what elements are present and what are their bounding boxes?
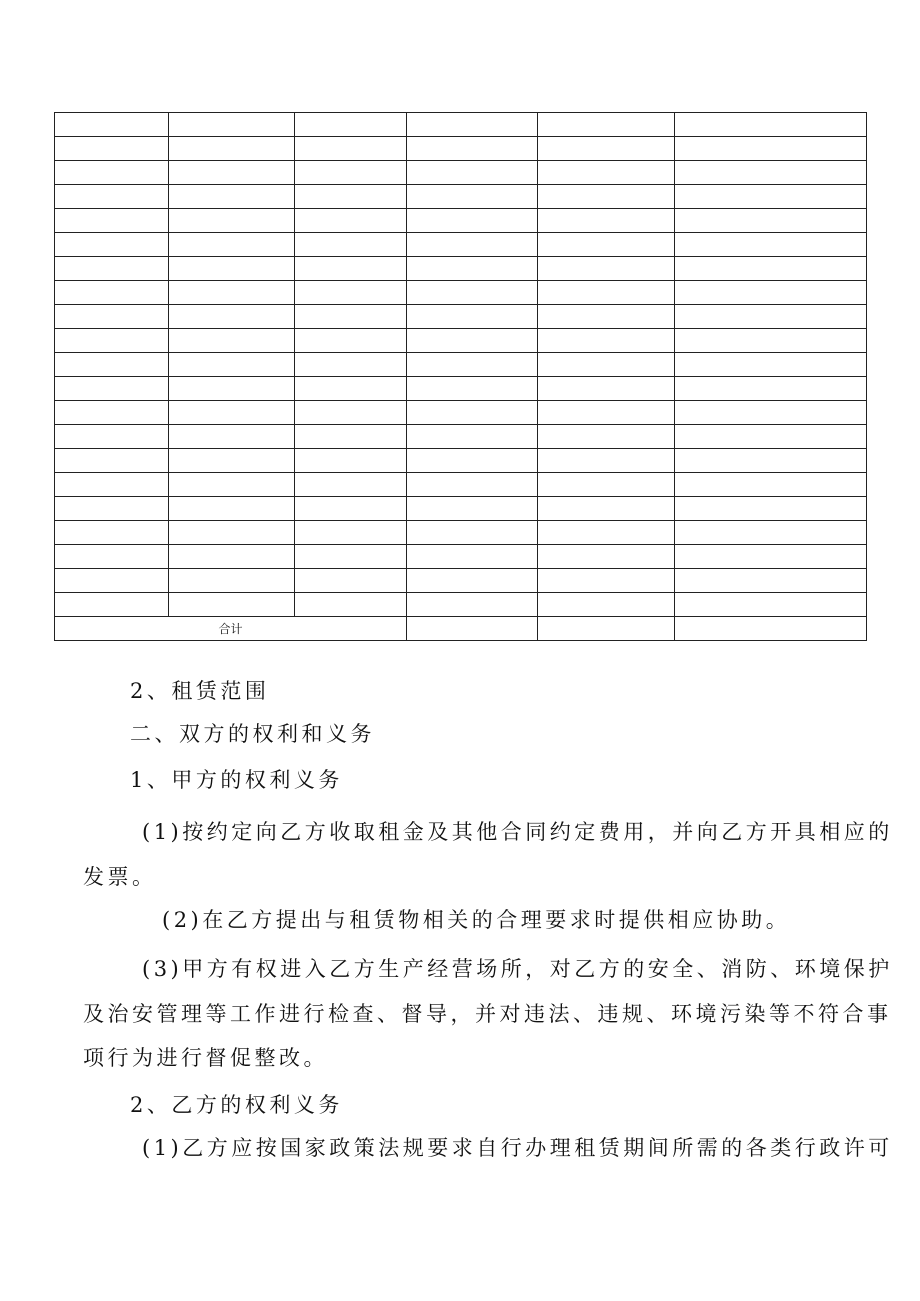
table-cell [169,593,295,617]
table-cell [295,545,407,569]
table-row [55,113,867,137]
table-cell [407,545,538,569]
table-cell [407,257,538,281]
table-cell [675,329,867,353]
table-cell [675,401,867,425]
table-cell [169,569,295,593]
table-cell [538,353,675,377]
table-row [55,569,867,593]
total-cell [407,617,538,641]
table-cell [55,401,169,425]
table-cell [169,497,295,521]
table-cell [538,545,675,569]
table-cell [675,233,867,257]
table-cell [55,329,169,353]
table-cell [295,113,407,137]
table-cell [675,113,867,137]
table-cell [407,281,538,305]
table-cell [538,329,675,353]
table-cell [55,233,169,257]
table-cell [295,353,407,377]
table-cell [295,257,407,281]
table-cell [55,521,169,545]
table-cell [407,569,538,593]
total-cell [675,617,867,641]
table-row [55,161,867,185]
party-a-clause-3-line-3: 项行为进行督促整改。 [83,1046,328,1070]
table-cell [55,593,169,617]
table-cell [169,521,295,545]
party-a-clause-3-line-1: (3)甲方有权进入乙方生产经营场所，对乙方的安全、消防、环境保护 [142,957,893,981]
table-cell [295,377,407,401]
table-cell [169,137,295,161]
table-cell [169,305,295,329]
table-cell [169,113,295,137]
table-cell [407,353,538,377]
table-cell [169,185,295,209]
table-row [55,545,867,569]
table-cell [295,521,407,545]
table-row [55,425,867,449]
party-a-heading: 1、甲方的权利义务 [130,768,343,792]
table-cell [538,257,675,281]
table-cell [55,305,169,329]
table-cell [295,137,407,161]
party-a-clause-3-line-2: 及治安管理等工作进行检查、督导，并对违法、违规、环境污染等不符合事 [83,1002,892,1026]
table-cell [295,185,407,209]
table-cell [55,185,169,209]
table-cell [407,305,538,329]
table-cell [538,593,675,617]
table-cell [538,473,675,497]
table-cell [407,209,538,233]
table-cell [407,113,538,137]
table-cell [169,353,295,377]
table-cell [169,161,295,185]
table-cell [675,593,867,617]
table-row [55,353,867,377]
table-cell [675,305,867,329]
table-row [55,377,867,401]
table-cell [675,161,867,185]
table-cell [55,353,169,377]
table-cell [538,209,675,233]
table-cell [407,401,538,425]
table-row [55,137,867,161]
table-cell [675,521,867,545]
rent-detail-table [54,112,867,641]
table-cell [538,521,675,545]
table-cell [675,497,867,521]
table-cell [169,209,295,233]
table-cell [55,497,169,521]
table-row [55,257,867,281]
table-cell [675,353,867,377]
table-row [55,593,867,617]
table-cell [295,233,407,257]
table-cell [407,473,538,497]
party-b-heading: 2、乙方的权利义务 [130,1093,343,1117]
table-cell [407,161,538,185]
table-cell [169,449,295,473]
table-cell [55,161,169,185]
table-cell [55,377,169,401]
table-body [55,113,867,641]
table-cell [55,137,169,161]
table-cell [407,377,538,401]
table-cell [169,281,295,305]
party-a-clause-1-line-1: (1)按约定向乙方收取租金及其他合同约定费用，并向乙方开具相应的 [142,820,893,844]
table-cell [538,401,675,425]
table-cell [295,161,407,185]
table-cell [675,449,867,473]
table-cell [169,233,295,257]
table-cell [295,305,407,329]
table-cell [675,281,867,305]
table-cell [295,281,407,305]
table-cell [407,449,538,473]
table-cell [407,185,538,209]
table-cell [407,521,538,545]
table-cell [169,401,295,425]
table-cell [55,545,169,569]
table-cell [407,497,538,521]
table-cell [538,305,675,329]
table-cell [295,329,407,353]
table-cell [169,425,295,449]
table-cell [538,185,675,209]
table-cell [295,473,407,497]
table-cell [55,425,169,449]
table-cell [295,209,407,233]
table-cell [295,593,407,617]
table-cell [169,473,295,497]
table-cell [538,377,675,401]
table-cell [675,377,867,401]
table-cell [675,569,867,593]
table-cell [538,113,675,137]
table-cell [538,449,675,473]
party-b-clause-1: (1)乙方应按国家政策法规要求自行办理租赁期间所需的各类行政许可 [142,1136,893,1160]
table-cell [55,569,169,593]
table-cell [407,425,538,449]
table-cell [295,569,407,593]
table-cell [675,137,867,161]
table-cell [675,209,867,233]
table-cell [538,137,675,161]
table-cell [295,401,407,425]
table-cell [407,593,538,617]
table-cell [675,545,867,569]
table-cell [169,329,295,353]
table-row [55,233,867,257]
table-row [55,521,867,545]
table-cell [55,449,169,473]
table-cell [295,449,407,473]
table-cell [55,113,169,137]
party-a-clause-2: (2)在乙方提出与租赁物相关的合理要求时提供相应协助。 [162,908,791,932]
rights-obligations-heading: 二、双方的权利和义务 [130,722,375,746]
table-cell [538,281,675,305]
table-row [55,305,867,329]
table-cell [55,209,169,233]
table-cell [675,425,867,449]
table-row [55,209,867,233]
table-cell [55,281,169,305]
table-cell [55,257,169,281]
table-cell [169,257,295,281]
table-cell [538,233,675,257]
total-label-cell: 合计 [55,617,407,641]
total-cell [538,617,675,641]
table-cell [55,473,169,497]
table-cell [538,425,675,449]
total-row [55,617,867,641]
table-cell [295,425,407,449]
table-row [55,185,867,209]
table-row [55,281,867,305]
table-cell [295,497,407,521]
table-cell [407,137,538,161]
table-cell [675,473,867,497]
party-a-clause-1-line-2: 发票。 [83,865,157,889]
table-cell [538,161,675,185]
lease-scope-heading: 2、租赁范围 [130,679,270,703]
table-cell [538,569,675,593]
table-cell [407,329,538,353]
table-row [55,329,867,353]
table-cell [538,497,675,521]
table-cell [407,233,538,257]
table-cell [169,377,295,401]
table-row [55,449,867,473]
table-row [55,401,867,425]
table-cell [675,257,867,281]
table-row [55,473,867,497]
table-row [55,497,867,521]
table-cell [675,185,867,209]
table-cell [169,545,295,569]
